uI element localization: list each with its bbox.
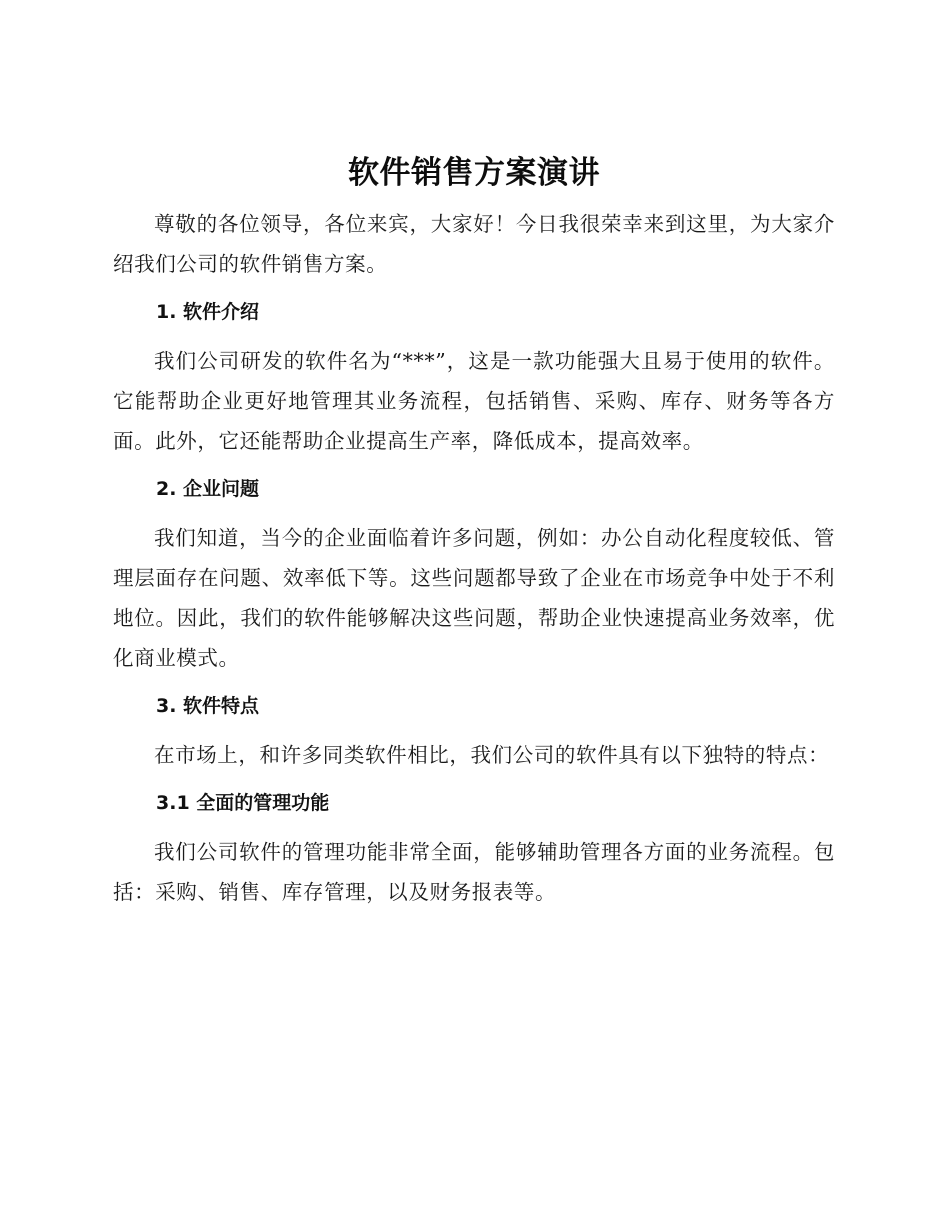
section-body-enterprise-problems: 我们知道，当今的企业面临着许多问题，例如：办公自动化程度较低、管理层面存在问题、效率低下等。这些问题都导致了企业在市场竞争中处于不利地位。因此，我们的软件能够解决这些问题，帮助企业快速提高业务效率，优化商业模式。 — [113, 526, 835, 670]
section-body-management-functions: 我们公司软件的管理功能非常全面，能够辅助管理各方面的业务流程。包括：采购、销售、库存管理，以及财务报表等。 — [113, 840, 835, 904]
intro-paragraph: 尊敬的各位领导，各位来宾，大家好！今日我很荣幸来到这里，为大家介绍我们公司的软件销售方案。 — [113, 212, 835, 276]
section-heading-enterprise-problems: 2. 企业问题 — [156, 478, 260, 500]
section-body-software-intro: 我们公司研发的软件名为“***”，这是一款功能强大且易于使用的软件。它能帮助企业更好地管理其业务流程，包括销售、采购、库存、财务等各方面。此外，它还能帮助企业提高生产率，降低成本，提高效率。 — [113, 349, 835, 453]
section-heading-software-intro: 1. 软件介绍 — [156, 301, 260, 323]
section-heading-software-features: 3. 软件特点 — [156, 695, 260, 717]
document-title: 软件销售方案演讲 — [348, 155, 600, 191]
section-heading-management-functions: 3.1 全面的管理功能 — [156, 792, 330, 814]
section-body-software-features: 在市场上，和许多同类软件相比，我们公司的软件具有以下独特的特点： — [154, 743, 830, 767]
document-content — [113, 148, 835, 912]
